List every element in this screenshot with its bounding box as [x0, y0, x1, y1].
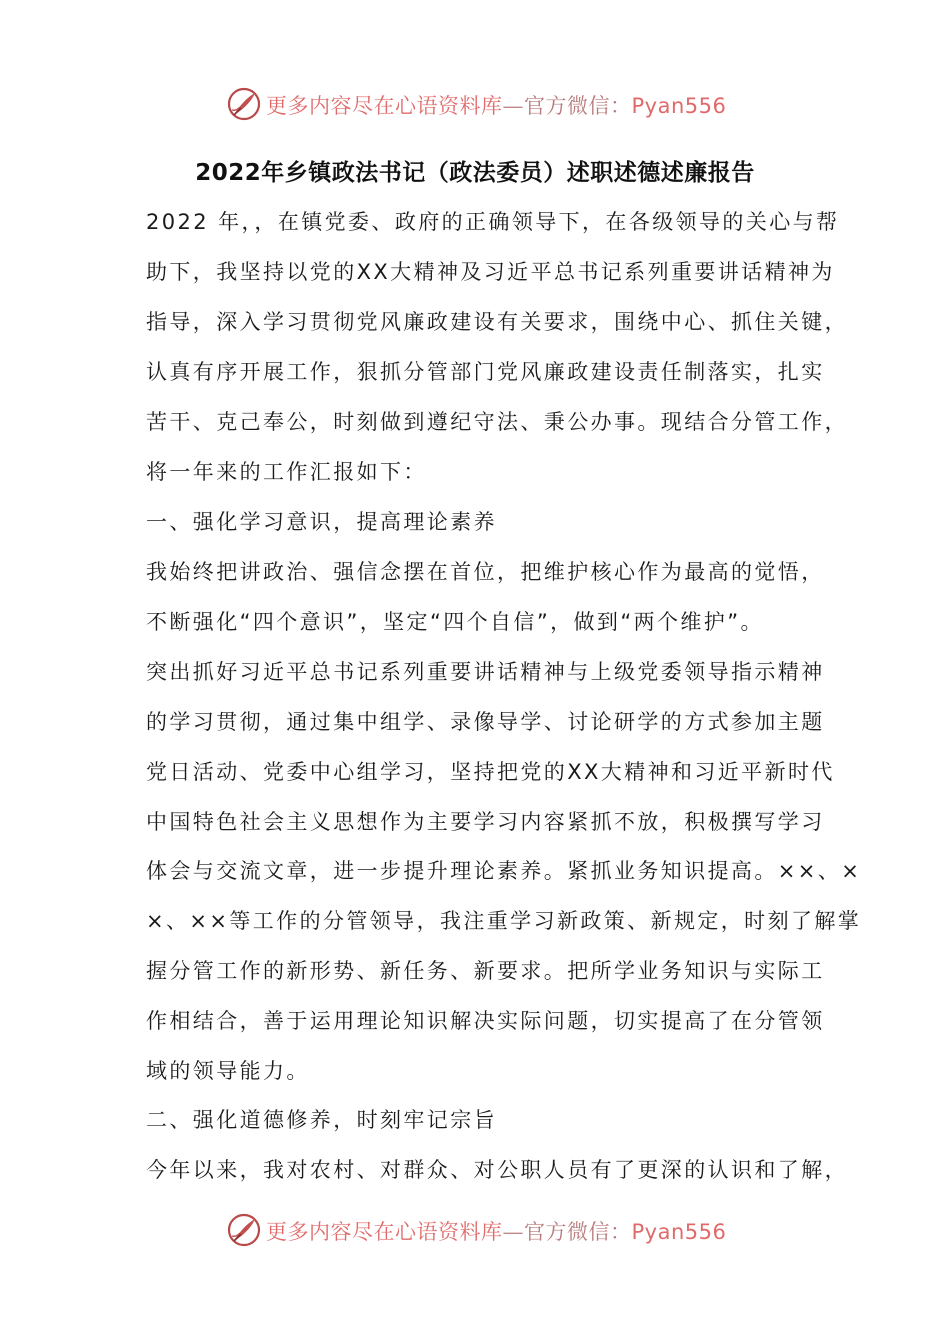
- body-line: 将一年来的工作汇报如下：: [146, 460, 427, 484]
- body-line: 今年以来，我对农村、对群众、对公职人员有了更深的认识和了解，: [146, 1158, 848, 1182]
- banner-text: [266, 1216, 726, 1246]
- section-heading: 二、强化道德修养，时刻牢记宗旨: [146, 1108, 497, 1132]
- banner-separator: —: [502, 94, 524, 118]
- body-line: 的学习贯彻，通过集中组学、录像导学、讨论研学的方式参加主题: [146, 710, 825, 734]
- header-banner: [0, 84, 950, 124]
- body-line: ×、××等工作的分管领导，我注重学习新政策、新规定，时刻了解掌: [146, 909, 862, 933]
- body-line: 握分管工作的新形势、新任务、新要求。把所学业务知识与实际工: [146, 959, 825, 983]
- banner-official: 官方微信：: [524, 94, 632, 118]
- banner-wechat-id: Pyan556: [631, 1220, 727, 1244]
- banner-official: 官方微信：: [524, 1220, 632, 1244]
- banner-wechat-id: Pyan556: [631, 94, 727, 118]
- feather-quill-logo-icon: [226, 86, 262, 122]
- body-line: 我始终把讲政治、强信念摆在首位，把维护核心作为最高的觉悟，: [146, 560, 825, 584]
- banner-text: [266, 90, 726, 120]
- body-line: 体会与交流文章，进一步提升理论素养。紧抓业务知识提高。××、×: [146, 859, 862, 883]
- body-line: 域的领导能力。: [146, 1059, 310, 1083]
- body-line: 不断强化“四个意识”，坚定“四个自信”，做到“两个维护”。: [146, 610, 764, 634]
- body-line: 认真有序开展工作，狠抓分管部门党风廉政建设责任制落实，扎实: [146, 360, 825, 384]
- banner-main: 更多内容尽在心语资料库: [266, 1220, 503, 1244]
- body-line: 助下，我坚持以党的XX大精神及习近平总书记系列重要讲话精神为: [146, 260, 835, 284]
- body-line: 苦干、克己奉公，时刻做到遵纪守法、秉公办事。现结合分管工作，: [146, 410, 848, 434]
- section-heading: 一、强化学习意识，提高理论素养: [146, 510, 497, 534]
- banner-separator: —: [502, 1220, 524, 1244]
- feather-quill-logo-icon: [226, 1212, 262, 1248]
- body-line: 指导，深入学习贯彻党风廉政建设有关要求，围绕中心、抓住关键，: [146, 310, 848, 334]
- body-line: 2022 年，，在镇党委、政府的正确领导下，在各级领导的关心与帮: [146, 210, 840, 234]
- body-line: 突出抓好习近平总书记系列重要讲话精神与上级党委领导指示精神: [146, 660, 825, 684]
- body-line: 党日活动、党委中心组学习，坚持把党的XX大精神和习近平新时代: [146, 760, 835, 784]
- body-line: 中国特色社会主义思想作为主要学习内容紧抓不放，积极撰写学习: [146, 810, 825, 834]
- document-title: 2022年乡镇政法书记（政法委员）述职述德述廉报告: [195, 160, 755, 186]
- banner-main: 更多内容尽在心语资料库: [266, 94, 503, 118]
- body-line: 作相结合，善于运用理论知识解决实际问题，切实提高了在分管领: [146, 1009, 825, 1033]
- footer-banner: [0, 1210, 950, 1250]
